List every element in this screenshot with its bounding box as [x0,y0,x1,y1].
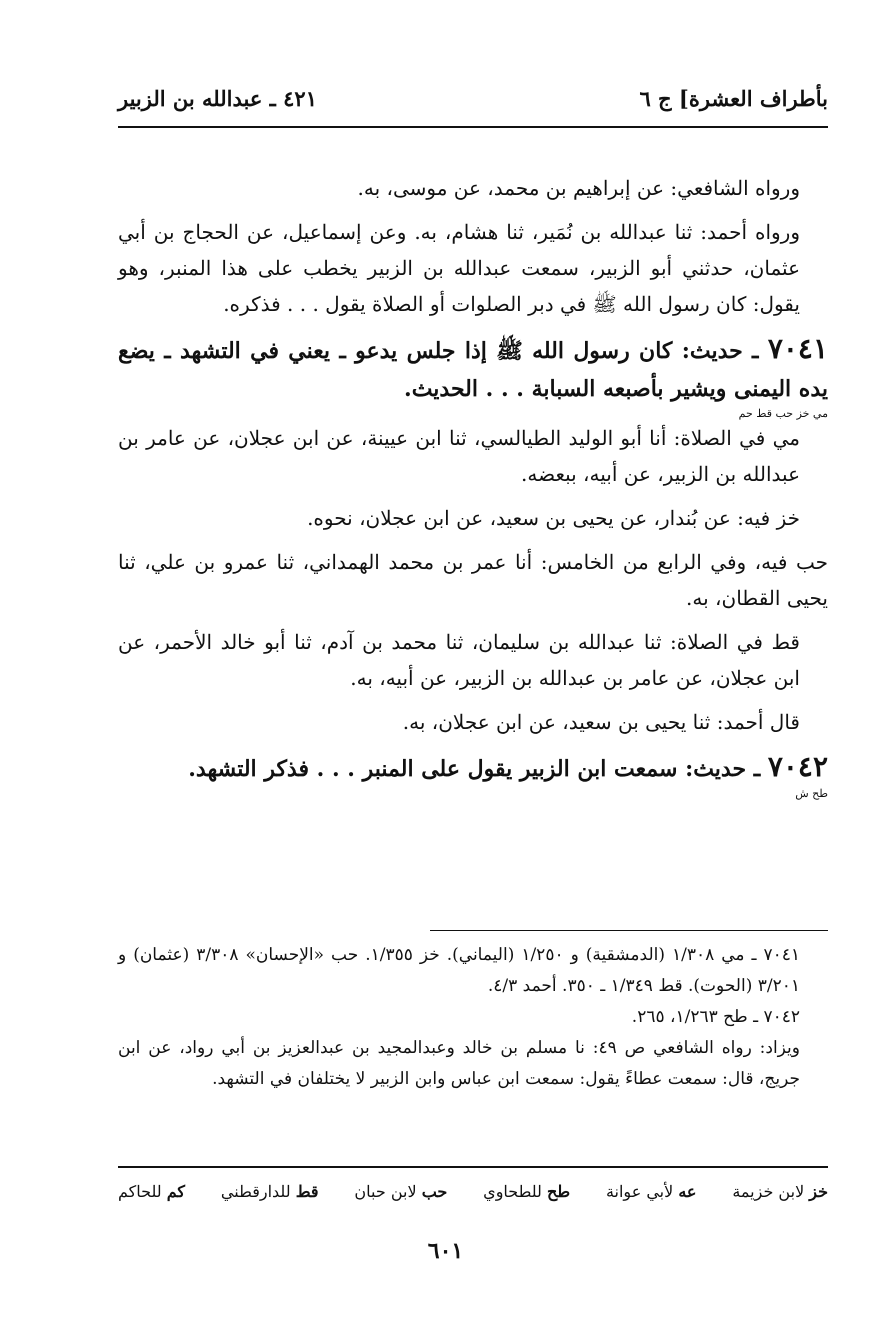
footnote-rule [430,930,828,931]
footnote-addition: ويزاد: رواه الشافعي ص ٤٩: نا مسلم بن خالد وعبدالمجيد بن عبدالعزيز بن أبي رواد، عن ابن جريج، قال: سمعت عطاءً يقول: سمعت ابن عباس وابن الزبير لا يختلفان في التشهد. [118,1038,800,1089]
paragraph-shafii: ورواه الشافعي: عن إبراهيم بن محمد، عن موسى، به. [357,176,800,200]
hadith-7041 [118,330,828,408]
hadith-number: ٧٠٤١ [767,332,828,365]
key-rule [118,1166,828,1168]
footnotes [118,940,828,1095]
hadith-text: ـ حديث: سمعت ابن الزبير يقول على المنبر . . . فذكر التشهد. [188,756,761,782]
running-header [118,80,828,116]
main-text [118,170,828,800]
key-item: حب لابن حبان [354,1182,448,1201]
footnote-7041: ٧٠٤١ ـ مي ١/٣٠٨ (الدمشقية) و ١/٢٥٠ (اليماني). خز ١/٣٥٥. حب «الإحسان» ٣/٣٠٨ (عثمان) و ٣/٢٠١ (الحوت). قط ١/٣٤٩ ـ ٣٥٠. أحمد ٤/٣. [118,945,800,996]
page-number: ٦٠١ [427,1238,464,1264]
key-item: قط للدارقطني [220,1182,319,1201]
paragraph-ahmad-2: قال أحمد: ثنا يحيى بن سعيد، عن ابن عجلان، به. [402,710,800,734]
header-volume: بأطراف العشرة] ج ٦ [639,85,828,111]
hadith-sigla: مي خز حب قط حم [738,407,828,420]
key-item: خز لابن خزيمة [732,1182,828,1201]
paragraph-ibn-khuzaymah: خز فيه: عن بُندار، عن يحيى بن سعيد، عن ابن عجلان، نحوه. [307,506,800,530]
paragraph-darimi: مي في الصلاة: أنا أبو الوليد الطيالسي، ثنا ابن عيينة، عن ابن عجلان، عن عامر بن عبدالله بن الزبير، عن أبيه، ببعضه. [118,426,800,486]
header-rule [118,126,828,128]
paragraph-daraqutni: قط في الصلاة: ثنا عبدالله بن سليمان، ثنا محمد بن آدم، ثنا أبو خالد الأحمر، عن ابن عجلان، عن عامر بن عبدالله بن الزبير، عن أبيه، به. [118,630,800,690]
hadith-sigla: طح ش [795,787,828,800]
key-item: كم للحاكم [118,1182,186,1201]
key-item: عه لأبي عوانة [605,1182,697,1201]
paragraph-ibn-hibban: حب فيه، وفي الرابع من الخامس: أنا عمر بن محمد الهمداني، ثنا عمرو بن علي، ثنا يحيى القطان، به. [118,550,828,610]
hadith-number: ٧٠٤٢ [767,750,828,783]
header-chapter: ٤٢١ ـ عبدالله بن الزبير [118,85,317,111]
hadith-text: ـ حديث: كان رسول الله ﷺ إذا جلس يدعو ـ يعني في التشهد ـ يضع يده اليمنى ويشير بأصبعه السبابة . . . الحديث. [118,338,828,402]
paragraph-ahmad: ورواه أحمد: ثنا عبدالله بن نُمَير، ثنا هشام، به. وعن إسماعيل، عن الحجاج بن أبي عثمان، حدثني أبو الزبير، سمعت عبدالله بن الزبير يخطب على هذا المنبر، وهو يقول: كان رسول الله ﷺ في دبر الصلوات أو الصلاة يقول . . . فذكره. [118,220,800,316]
abbreviation-key [118,1182,828,1201]
key-item: طح للطحاوي [483,1182,571,1201]
footnote-7042: ٧٠٤٢ ـ طح ١/٢٦٣، ٢٦٥. [631,1007,800,1027]
hadith-7042 [118,748,828,788]
